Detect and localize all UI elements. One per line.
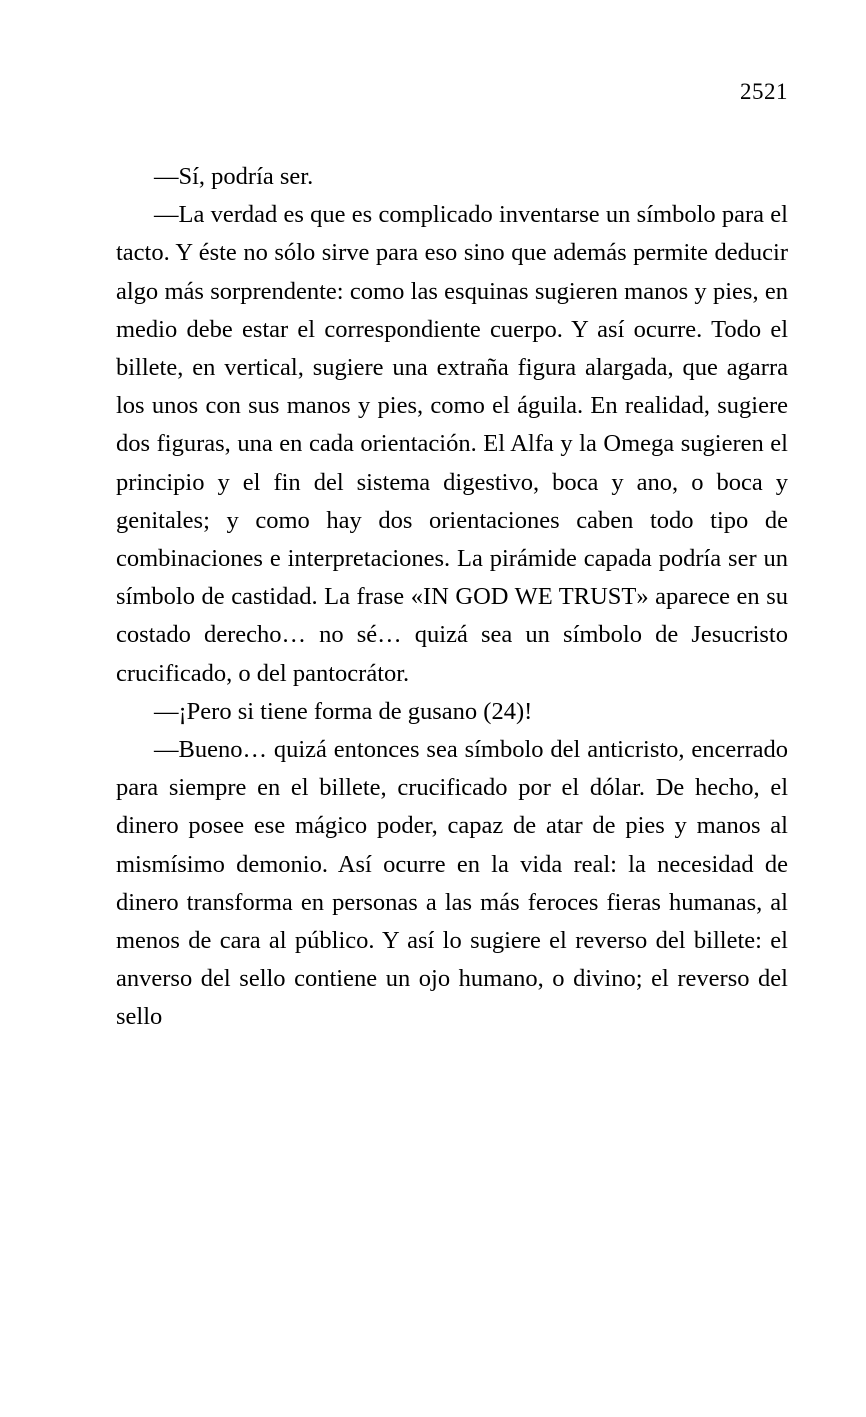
page-number: 2521 — [740, 79, 788, 104]
paragraph: —Bueno… quizá entonces sea símbolo del anticristo, encerrado para siempre en el billete, crucificado por el dólar. De hecho, el dinero posee ese mágico poder, capaz de atar de pies y manos al mismísimo demonio. Así ocurre en la vida real: la necesidad de dinero transforma en personas a las más feroces fieras humanas, al menos de cara al público. Y así lo sugiere el reverso del billete: el anverso del sello contiene un ojo humano, o divino; el reverso del sello — [116, 736, 788, 1031]
page-body — [116, 158, 788, 1075]
paragraph: —¡Pero si tiene forma de gusano (24)! — [154, 697, 533, 725]
paragraph: —Sí, podría ser. — [154, 163, 314, 190]
paragraph: —La verdad es que es complicado inventarse un símbolo para el tacto. Y éste no sólo sirve para eso sino que además permite deducir algo más sorprendente: como las esquinas sugieren manos y pies, en medio debe estar el correspondiente cuerpo. Y así ocurre. Todo el billete, en vertical, sugiere una extraña figura alargada, que agarra los unos con sus manos y pies, como el águila. En realidad, sugiere dos figuras, una en cada orientación. El Alfa y la Omega sugieren el principio y el fin del sistema digestivo, boca y ano, o boca y genitales; y como hay dos orientaciones caben todo tipo de combinaciones e interpretaciones. La pirámide capada podría ser un símbolo de castidad. La frase «IN GOD WE TRUST» aparece en su costado derecho… no sé… quizá sea un símbolo de Jesucristo crucificado, o del pantocrátor. — [116, 201, 788, 687]
